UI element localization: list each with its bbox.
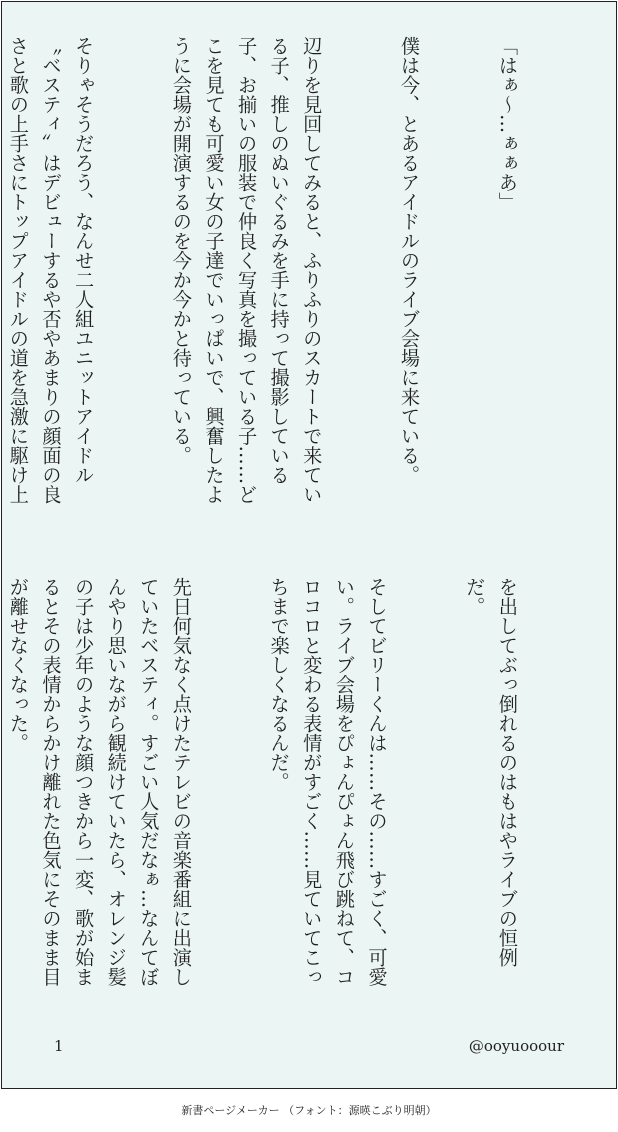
paragraph: 「はぁ～…ぁぁあ」 (495, 36, 519, 212)
upper-text-column (6, 36, 588, 506)
author-handle: @ooyuooour (468, 1037, 564, 1055)
paragraph: を出してぶっ倒れるのはもはやライブの恒例だ。 (463, 577, 519, 967)
footer-credit: 新書ページメーカー （フォント：源暎こぶり明朝） (181, 1104, 437, 1117)
paragraph: そりゃそうだろう、なんせ二人組ユニットアイドル〝ベスティ〟はデビューするや否やあまりの顔面の良さと歌の上手さにトップアイドルの道を急激に駆け上 (6, 36, 96, 504)
novel-page (1, 1, 617, 1089)
lower-text-column (6, 577, 588, 997)
paragraph: 先日何気なく点けたテレビの音楽番組に出演していたベスティ。すごい人気だなぁ…なんてぼんやり思いながら観続けていたら、オレンジ髪の子は少年のような顔つきから一変、歌が始まるとその表情からかけ離れた色気にそのまま目が離せなくなった。 (6, 577, 193, 987)
paragraph: そしてビリーくんは……その……すごく、可愛い。ライブ会場をぴょんぴょん飛び跳ねて、コロコロと変わる表情がすごく……見ていてこっちまで楽しくなるんだ。 (267, 577, 389, 987)
paragraph: 僕は今、とあるアイドルのライブ会場に来ている。 (398, 36, 422, 485)
page-number: 1 (54, 1037, 64, 1055)
paragraph: 辺りを見回してみると、ふりふりのスカートで来ている子、推しのぬいぐるみを手に持って撮影している子、お揃いの服装で仲良く写真を撮っている子……どこを見ても可愛い女の子達でいっぱいで、興奮したように会場が開演するのを今か今かと待っている。 (169, 36, 324, 504)
